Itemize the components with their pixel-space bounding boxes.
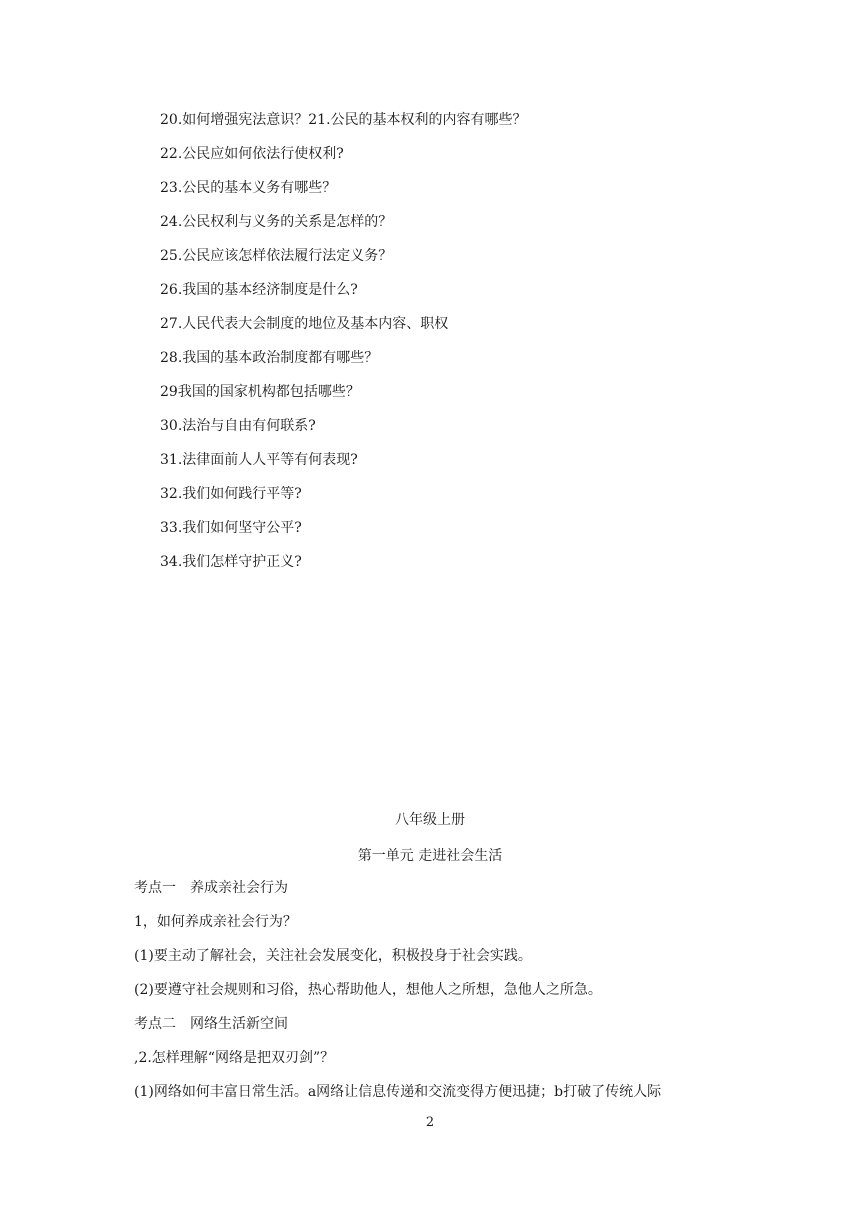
- question-line: 34.我们怎样守护正义?: [160, 554, 302, 570]
- question-line: 31.法律面前人人平等有何表现?: [160, 452, 358, 468]
- section-paragraph: (1)网络如何丰富日常生活。a网络让信息传递和交流变得方便迅捷；b打破了传统人际: [134, 1084, 662, 1100]
- question-line: 23.公民的基本义务有哪些？: [160, 180, 337, 196]
- question-line: 24.公民权利与义务的关系是怎样的？: [160, 214, 393, 230]
- question-line: 25.公民应该怎样依法履行法定义务？: [160, 248, 393, 264]
- section-paragraph: (1)要主动了解社会，关注社会发展变化，积极投身于社会实践。: [134, 948, 532, 964]
- question-line: 29我国的国家机构都包括哪些？: [160, 384, 360, 400]
- section-heading: 考点二 网络生活新空间: [134, 1016, 288, 1032]
- grade-title: 八年级上册: [395, 812, 465, 828]
- section-question: 1，如何养成亲社会行为？: [134, 914, 297, 930]
- page-number: 2: [425, 1115, 435, 1130]
- question-line: 27.人民代表大会制度的地位及基本内容、职权: [160, 316, 449, 332]
- question-line: 28.我国的基本政治制度都有哪些？: [160, 350, 379, 366]
- section-paragraph: (2)要遵守社会规则和习俗，热心帮助他人，想他人之所想，急他人之所急。: [134, 982, 602, 998]
- section-heading: 考点一 养成亲社会行为: [134, 880, 288, 896]
- question-line: 20.如何增强宪法意识？21.公民的基本权利的内容有哪些？: [160, 112, 527, 128]
- question-line: 32.我们如何践行平等?: [160, 486, 302, 502]
- section-question: ,2.怎样理解“网络是把双刃剑”？: [134, 1050, 335, 1066]
- unit-title: 第一单元 走进社会生活: [357, 848, 503, 864]
- question-line: 30.法治与自由有何联系?: [160, 418, 316, 434]
- question-line: 22.公民应如何依法行使权利?: [160, 146, 344, 162]
- question-line: 33.我们如何坚守公平?: [160, 520, 302, 536]
- question-line: 26.我国的基本经济制度是什么?: [160, 282, 358, 298]
